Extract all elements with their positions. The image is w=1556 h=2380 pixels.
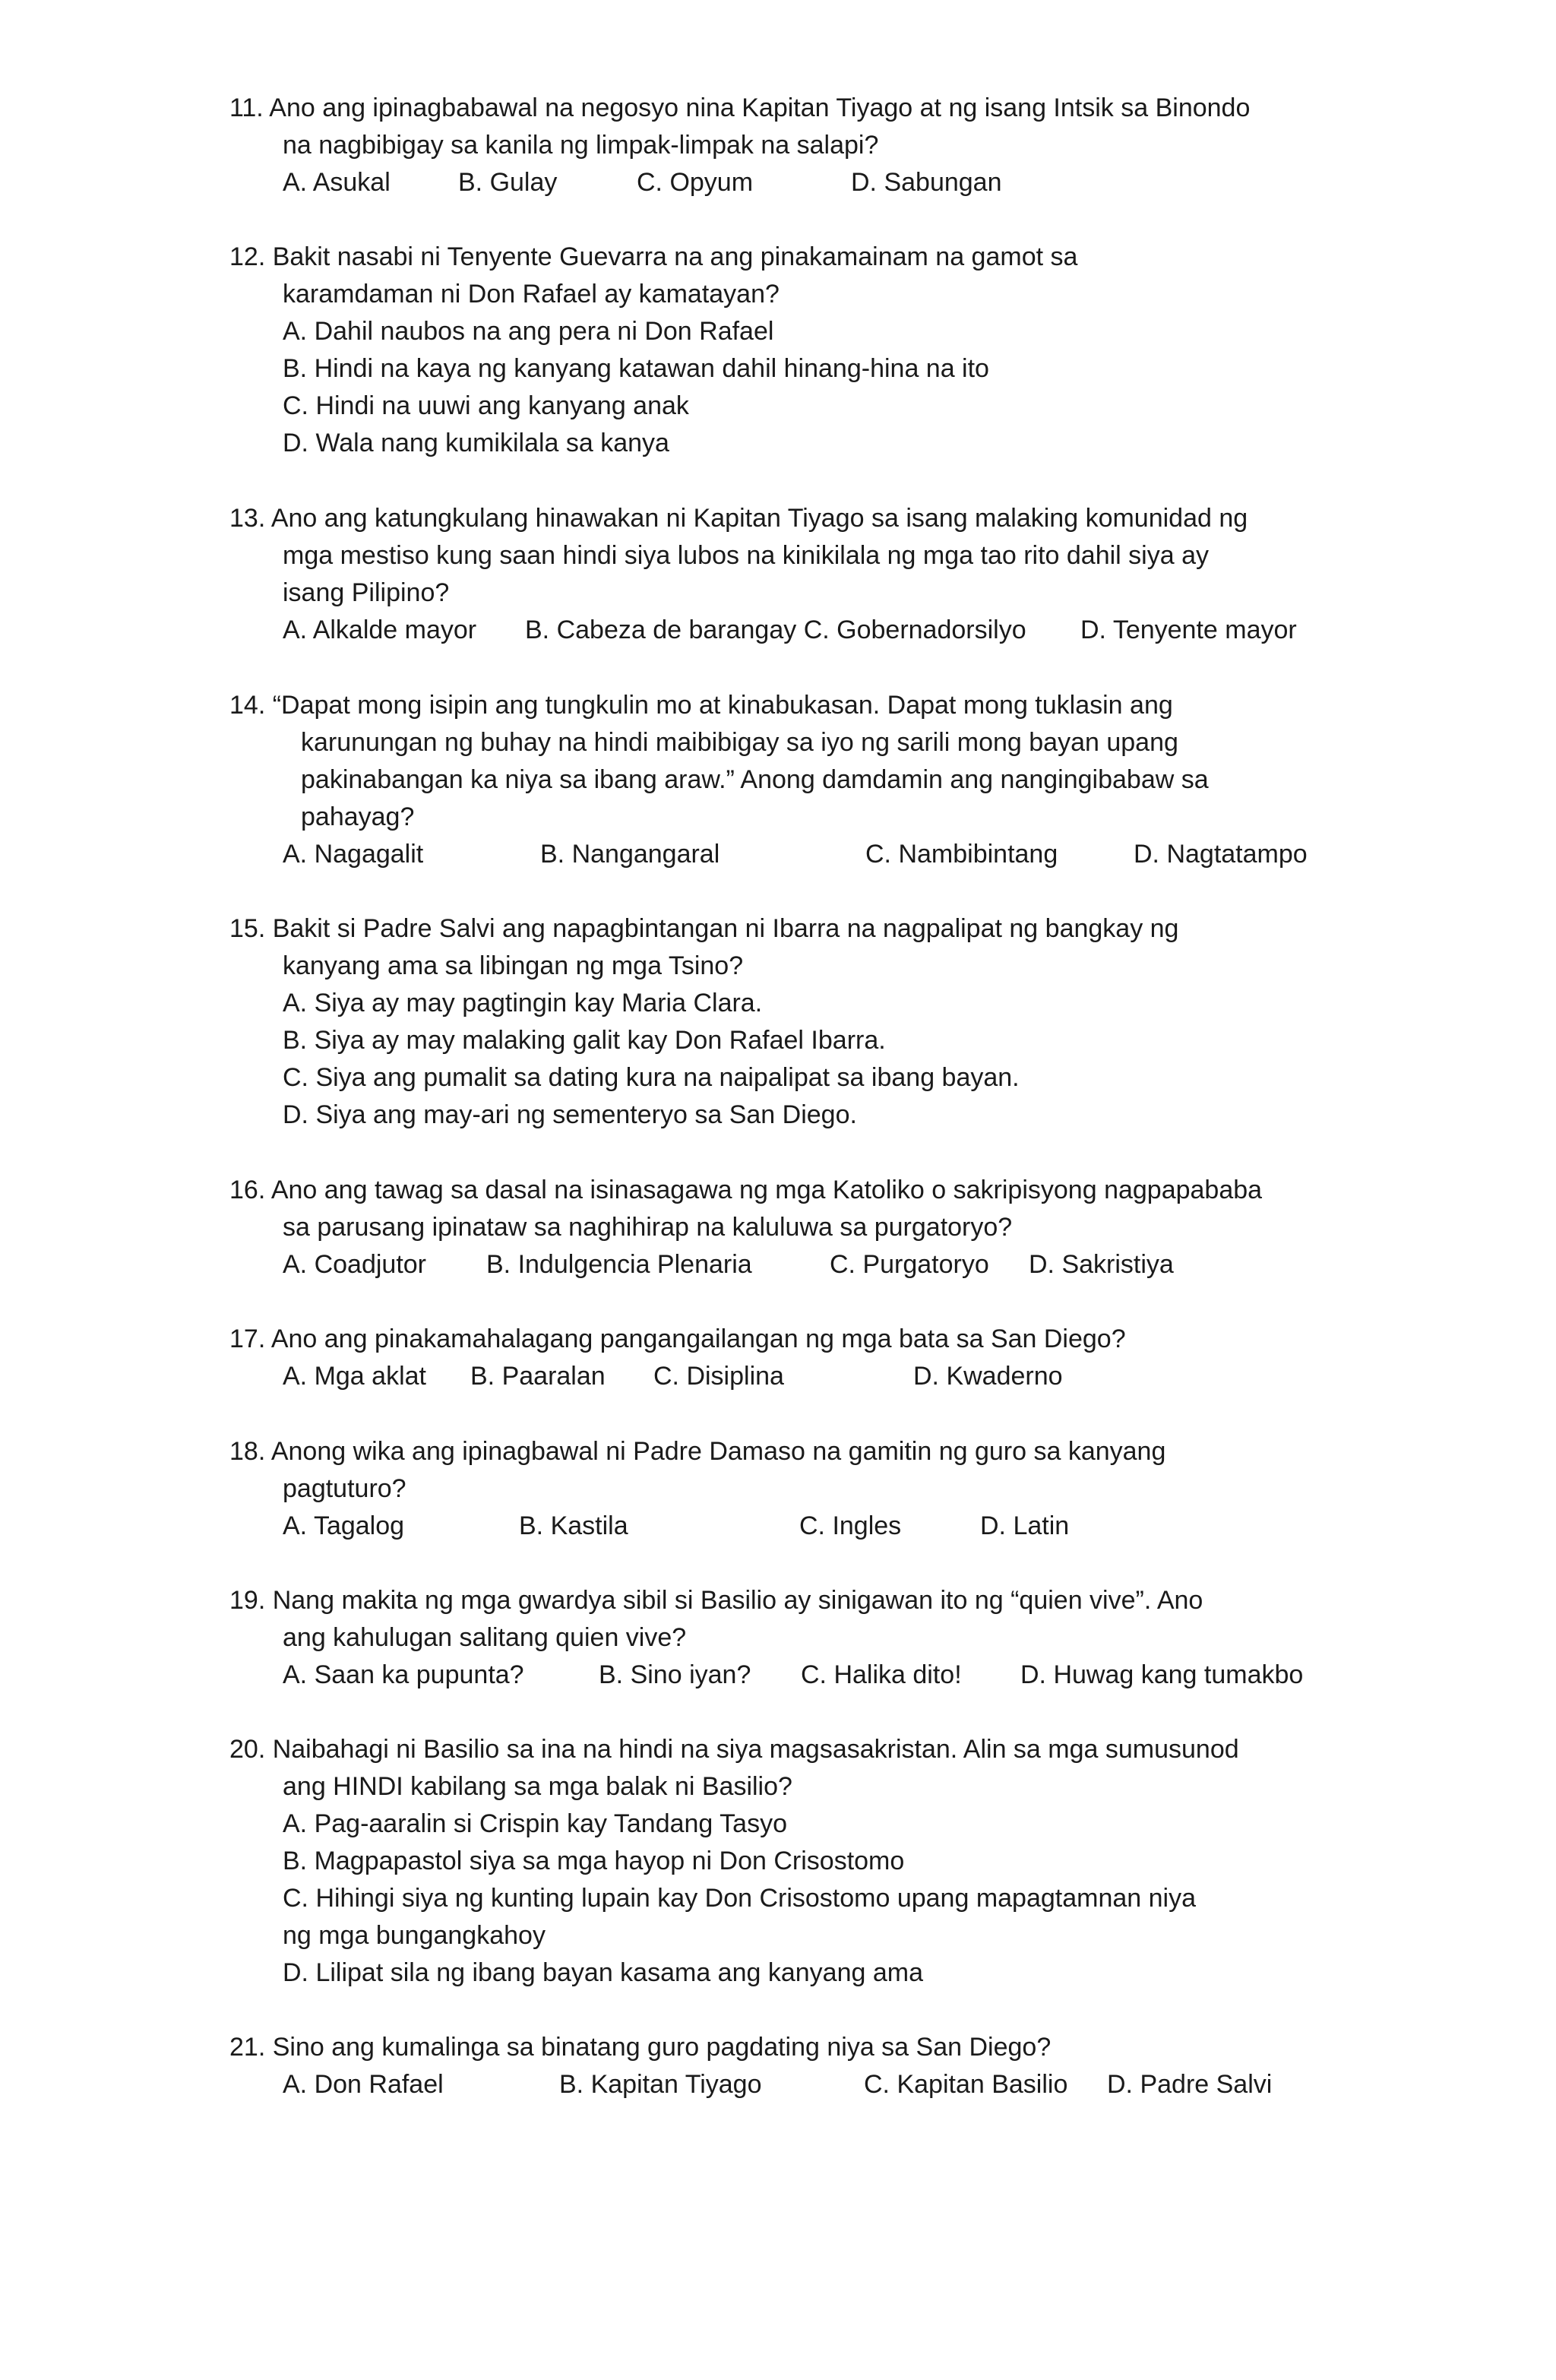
choice-c[interactable]: C. Disiplina: [653, 1362, 784, 1391]
choice-c[interactable]: C. Halika dito!: [801, 1660, 962, 1689]
question-stem-line: 16. Ano ang tawag sa dasal na isinasagawa ng mga Katoliko o sakripisyong nagpapababa: [229, 1176, 1263, 1204]
choice-a[interactable]: A. Saan ka pupunta?: [283, 1660, 524, 1689]
choice-a[interactable]: A. Don Rafael: [283, 2070, 444, 2099]
choice-d[interactable]: D. Tenyente mayor: [1080, 616, 1297, 644]
question-stem-line: karamdaman ni Don Rafael ay kamatayan?: [283, 280, 780, 309]
question-stem-line: isang Pilipino?: [283, 578, 450, 607]
question-stem-line: pahayag?: [301, 802, 415, 831]
choice-b[interactable]: B. Kapitan Tiyago: [559, 2070, 762, 2099]
choice-d[interactable]: D. Padre Salvi: [1107, 2070, 1273, 2099]
choice-d[interactable]: D. Sabungan: [851, 168, 1002, 197]
choice-a[interactable]: A. Pag-aaralin si Crispin kay Tandang Tasyo: [283, 1809, 787, 1838]
choice-d[interactable]: D. Huwag kang tumakbo: [1020, 1660, 1304, 1689]
question-stem-line: 17. Ano ang pinakamahalagang pangangailangan ng mga bata sa San Diego?: [229, 1325, 1126, 1353]
choice-c[interactable]: C. Purgatoryo: [830, 1250, 989, 1279]
question-stem-line: pagtuturo?: [283, 1474, 406, 1503]
choice-a[interactable]: A. Tagalog: [283, 1511, 405, 1540]
choice-a[interactable]: A. Mga aklat: [283, 1362, 426, 1391]
question-stem-line: karunungan ng buhay na hindi maibibigay sa iyo ng sarili mong bayan upang: [301, 728, 1178, 757]
question-stem-line: kanyang ama sa libingan ng mga Tsino?: [283, 951, 744, 980]
choice-a[interactable]: A. Coadjutor: [283, 1250, 426, 1279]
choice-b[interactable]: B. Kastila: [519, 1511, 628, 1540]
choice-a[interactable]: A. Siya ay may pagtingin kay Maria Clara.: [283, 989, 763, 1018]
choice-b[interactable]: B. Paaralan: [470, 1362, 606, 1391]
question-stem-line: 21. Sino ang kumalinga sa binatang guro pagdating niya sa San Diego?: [229, 2033, 1052, 2062]
question-stem-line: 11. Ano ang ipinagbabawal na negosyo nina Kapitan Tiyago at ng isang Intsik sa Binondo: [229, 93, 1251, 122]
choice-d[interactable]: D. Wala nang kumikilala sa kanya: [283, 429, 669, 457]
choice-c[interactable]: C. Siya ang pumalit sa dating kura na naipalipat sa ibang bayan.: [283, 1063, 1020, 1092]
choice-d[interactable]: D. Lilipat sila ng ibang bayan kasama ang kanyang ama: [283, 1958, 923, 1987]
question-stem-line: 19. Nang makita ng mga gwardya sibil si Basilio ay sinigawan ito ng “quien vive”. Ano: [229, 1586, 1203, 1615]
choice-a[interactable]: A. Asukal: [283, 168, 391, 197]
choice-c[interactable]: C. Nambibintang: [865, 840, 1058, 869]
choice-d[interactable]: D. Kwaderno: [913, 1362, 1063, 1391]
choice-d[interactable]: D. Nagtatampo: [1134, 840, 1308, 869]
question-stem-line: 14. “Dapat mong isipin ang tungkulin mo at kinabukasan. Dapat mong tuklasin ang: [229, 691, 1173, 720]
choice-d[interactable]: D. Sakristiya: [1029, 1250, 1174, 1279]
choice-b[interactable]: B. Sino iyan?: [599, 1660, 751, 1689]
question-stem-line: 12. Bakit nasabi ni Tenyente Guevarra na ang pinakamainam na gamot sa: [229, 242, 1078, 271]
question-stem-line: 18. Anong wika ang ipinagbawal ni Padre Damaso na gamitin ng guro sa kanyang: [229, 1437, 1166, 1466]
choice-c-continuation: ng mga bungangkahoy: [283, 1921, 546, 1950]
choice-c[interactable]: C. Opyum: [637, 168, 754, 197]
question-stem-line: 20. Naibahagi ni Basilio sa ina na hindi na siya magsasakristan. Alin sa mga sumusunod: [229, 1735, 1239, 1764]
question-stem-line: na nagbibigay sa kanila ng limpak-limpak na salapi?: [283, 131, 879, 160]
choice-c[interactable]: C. Hihingi siya ng kunting lupain kay Don Crisostomo upang mapagtamnan niya: [283, 1884, 1197, 1913]
choice-b[interactable]: B. Magpapastol siya sa mga hayop ni Don Crisostomo: [283, 1847, 905, 1875]
choice-b-c[interactable]: B. Cabeza de barangay C. Gobernadorsilyo: [525, 616, 1026, 644]
choice-b[interactable]: B. Indulgencia Plenaria: [486, 1250, 752, 1279]
choice-a[interactable]: A. Nagagalit: [283, 840, 424, 869]
question-stem-line: 15. Bakit si Padre Salvi ang napagbintangan ni Ibarra na nagpalipat ng bangkay ng: [229, 914, 1179, 943]
question-stem-line: sa parusang ipinataw sa naghihirap na kaluluwa sa purgatoryo?: [283, 1213, 1013, 1242]
choice-d[interactable]: D. Siya ang may-ari ng sementeryo sa San Diego.: [283, 1100, 857, 1129]
choice-b[interactable]: B. Nangangaral: [540, 840, 720, 869]
question-stem-line: 13. Ano ang katungkulang hinawakan ni Kapitan Tiyago sa isang malaking komunidad ng: [229, 504, 1248, 533]
question-stem-line: ang HINDI kabilang sa mga balak ni Basilio?: [283, 1772, 792, 1801]
choice-b[interactable]: B. Siya ay may malaking galit kay Don Rafael Ibarra.: [283, 1026, 886, 1055]
choice-d[interactable]: D. Latin: [980, 1511, 1070, 1540]
choice-c[interactable]: C. Kapitan Basilio: [864, 2070, 1068, 2099]
choice-a[interactable]: A. Dahil naubos na ang pera ni Don Rafael: [283, 317, 774, 346]
question-stem-line: ang kahulugan salitang quien vive?: [283, 1623, 687, 1652]
question-stem-line: pakinabangan ka niya sa ibang araw.” Anong damdamin ang nangingibabaw sa: [301, 765, 1209, 794]
choice-a[interactable]: A. Alkalde mayor: [283, 616, 477, 644]
choice-b[interactable]: B. Gulay: [458, 168, 558, 197]
choice-c[interactable]: C. Ingles: [799, 1511, 902, 1540]
choice-b[interactable]: B. Hindi na kaya ng kanyang katawan dahil hinang-hina na ito: [283, 354, 989, 383]
question-stem-line: mga mestiso kung saan hindi siya lubos na kinikilala ng mga tao rito dahil siya ay: [283, 541, 1209, 570]
choice-c[interactable]: C. Hindi na uuwi ang kanyang anak: [283, 391, 689, 420]
